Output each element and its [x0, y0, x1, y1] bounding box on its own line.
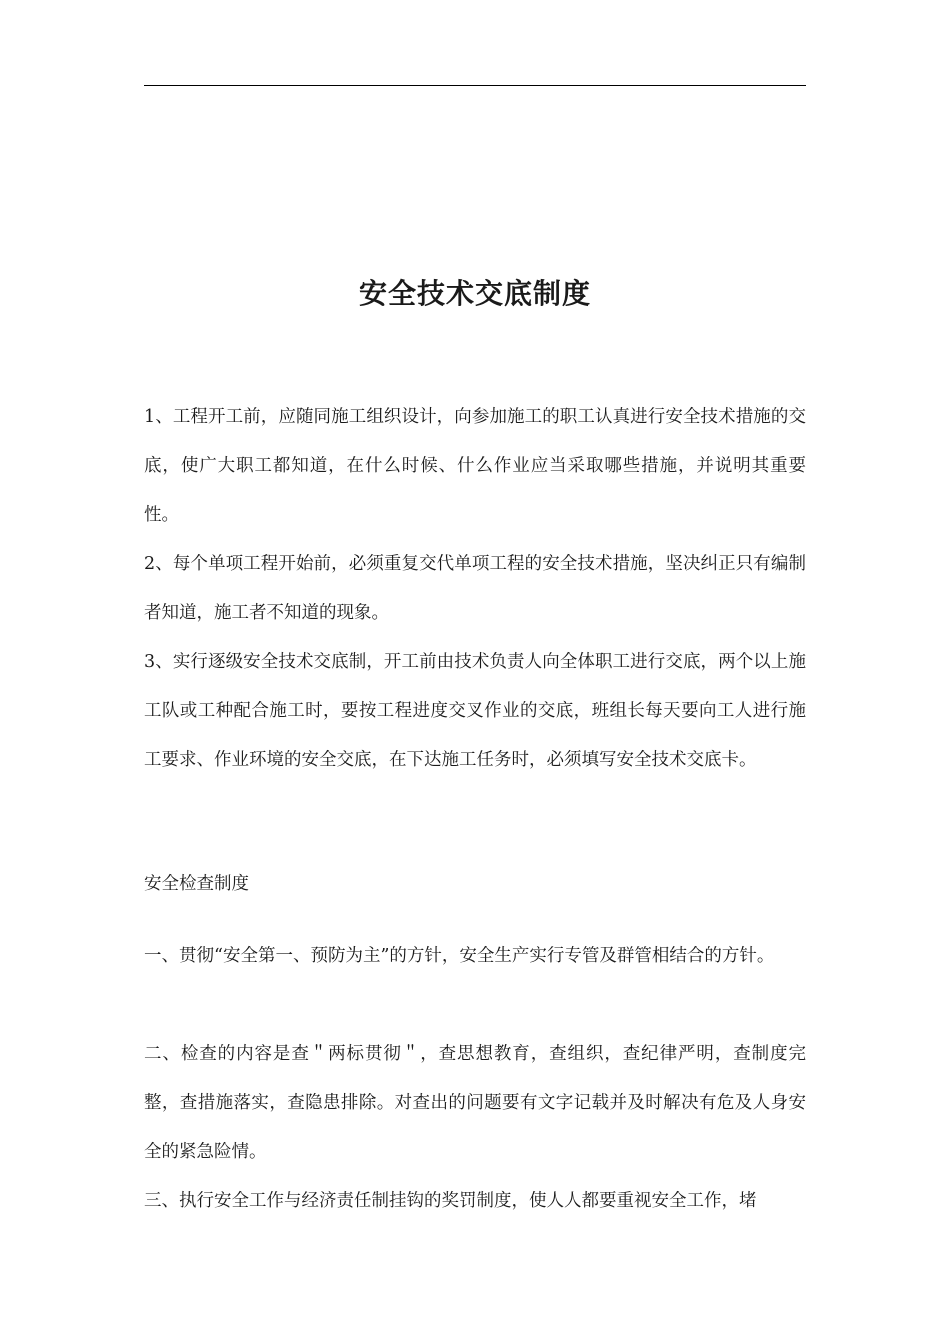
paragraph-3: 3、实行逐级安全技术交底制，开工前由技术负责人向全体职工进行交底，两个以上施工队或工种配合施工时，要按工程进度交叉作业的交底，班组长每天要向工人进行施工要求、作业环境的安全交底，在下达施工任务时，必须填写安全技术交底卡。 — [144, 652, 806, 770]
paragraph-4: 一、贯彻“安全第一、预防为主”的方针，安全生产实行专管及群管相结合的方针。 — [144, 946, 775, 966]
header-rule — [144, 85, 806, 86]
paragraph-1: 1、工程开工前，应随同施工组织设计，向参加施工的职工认真进行安全技术措施的交底，使广大职工都知道，在什么时候、什么作业应当采取哪些措施，并说明其重要性。 — [144, 407, 806, 525]
section-heading-safety-inspection: 安全检查制度 — [144, 874, 249, 894]
paragraph-6: 三、执行安全工作与经济责任制挂钩的奖罚制度，使人人都要重视安全工作，堵 — [144, 1191, 757, 1211]
document-title: 安全技术交底制度 — [358, 277, 591, 310]
paragraph-2: 2、每个单项工程开始前，必须重复交代单项工程的安全技术措施，坚决纠正只有编制者知道，施工者不知道的现象。 — [144, 554, 806, 623]
paragraph-5: 二、检查的内容是查＂两标贯彻＂，查思想教育，查组织，查纪律严明，查制度完整，查措施落实，查隐患排除。对查出的问题要有文字记载并及时解决有危及人身安全的紧急险情。 — [144, 1044, 806, 1162]
